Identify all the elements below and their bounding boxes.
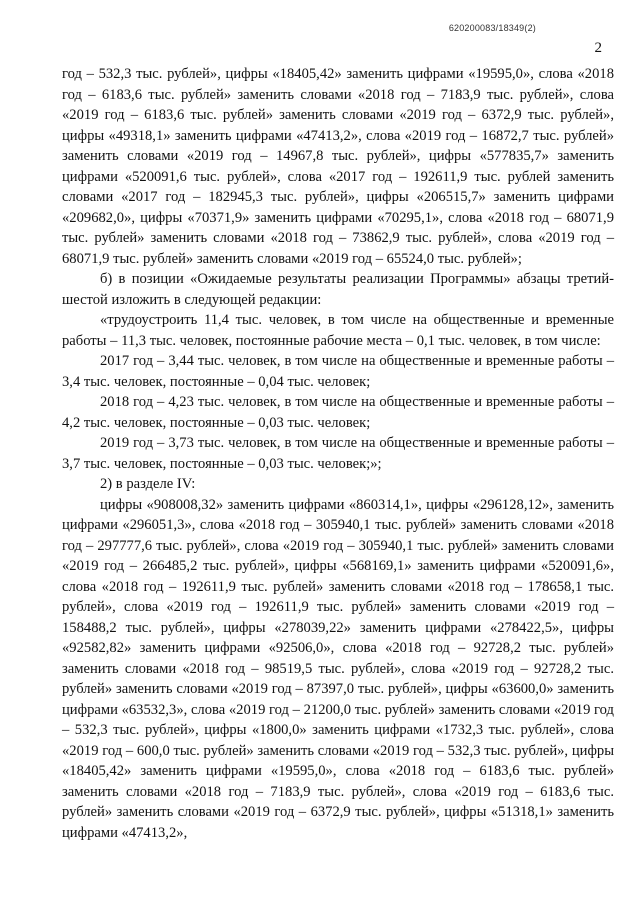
paragraph-item-b: б) в позиции «Ожидаемые результаты реализации Программы» абзацы третий-шестой изложить в следующей редакции: (62, 271, 614, 308)
paragraph-section-iv: 2) в разделе IV: (100, 476, 196, 492)
paragraph-year-2017: 2017 год – 3,44 тыс. человек, в том числе на общественные и временные работы – 3,4 тыс. человек, постоянные – 0,04 тыс. человек; (62, 353, 614, 390)
paragraph-quote-start: «трудоустроить 11,4 тыс. человек, в том числе на общественные и временные работы – 11,3 тыс. человек, постоянные рабочие места – 0,1 тыс. человек, в том числе: (62, 312, 614, 349)
paragraph-continuation: год – 532,3 тыс. рублей», цифры «18405,42» заменить цифрами «19595,0», слова «2018 год – 6183,6 тыс. рублей» заменить словами «2018 год – 7183,9 тыс. рублей», слова «2019 год – 6183,6 тыс. рублей» заменить словами «2019 год – 6372,9 тыс. рублей», цифры «49318,1» заменить цифрами «47413,2», слова «2019 год – 16872,7 тыс. рублей» заменить словами «2019 год – 14967,8 тыс. рублей», цифры «577835,7» заменить цифрами «520091,6 тыс. рублей», слова «2017 год – 192611,9 тыс. рублей заменить словами «2017 год – 182945,3 тыс. рублей», цифры «206515,7» заменить цифрами «209682,0», цифры «70371,9» заменить цифрами «70295,1», слова «2018 год – 68071,9 тыс. рублей» заменить словами «2018 год – 73862,9 тыс. рублей», слова «2019 год – 68071,9 тыс. рублей» заменить словами «2019 год – 65524,0 тыс. рублей»; (62, 66, 614, 267)
document-id: 620200083/18349(2) (448, 23, 536, 33)
paragraph-section-iv-changes: цифры «908008,32» заменить цифрами «860314,1», цифры «296128,12», заменить цифрами «296051,3», слова «2018 год – 305940,1 тыс. рублей» заменить словами «2018 год – 297777,6 тыс. рублей», слова «2019 год – 305940,1 тыс. рублей» заменить словами «2019 год – 266485,2 тыс. рублей», цифры «568169,1» заменить цифрами «520091,6», слова «2018 год – 192611,9 тыс. рублей» заменить словами «2018 год – 178658,1 тыс. рублей», слова «2019 год – 192611,9 тыс. рублей» заменить словами «2019 год – 158488,2 тыс. рублей», цифры «278039,22» заменить цифрами «278422,5», цифры «92582,82» заменить цифрами «92506,0», слова «2018 год – 92728,2 тыс. рублей» заменить словами «2018 год – 98519,5 тыс. рублей», слова «2019 год – 92728,2 тыс. рублей» заменить словами «2019 год – 87397,0 тыс. рублей», цифры «63600,0» заменить цифрами «63532,3», слова «2019 год – 21200,0 тыс. рублей» заменить словами «2019 год – 532,3 тыс. рублей», цифры «1800,0» заменить цифрами «1732,3 тыс. рублей», слова «2019 год – 600,0 тыс. рублей» заменить словами «2019 год – 532,3 тыс. рублей», цифры «18405,42» заменить цифрами «19595,0», слова «2018 год – 6183,6 тыс. рублей» заменить словами «2018 год – 7183,9 тыс. рублей», слова «2019 год – 6183,6 тыс. рублей» заменить словами «2019 год – 6372,9 тыс. рублей», цифры «51318,1» заменить цифрами «47413,2», (62, 496, 614, 841)
document-body (62, 64, 614, 843)
page-number: 2 (594, 40, 602, 56)
paragraph-year-2018: 2018 год – 4,23 тыс. человек, в том числе на общественные и временные работы – 4,2 тыс. человек, постоянные – 0,03 тыс. человек; (62, 394, 614, 431)
paragraph-year-2019: 2019 год – 3,73 тыс. человек, в том числе на общественные и временные работы – 3,7 тыс. человек, постоянные – 0,03 тыс. человек;»; (62, 435, 614, 472)
